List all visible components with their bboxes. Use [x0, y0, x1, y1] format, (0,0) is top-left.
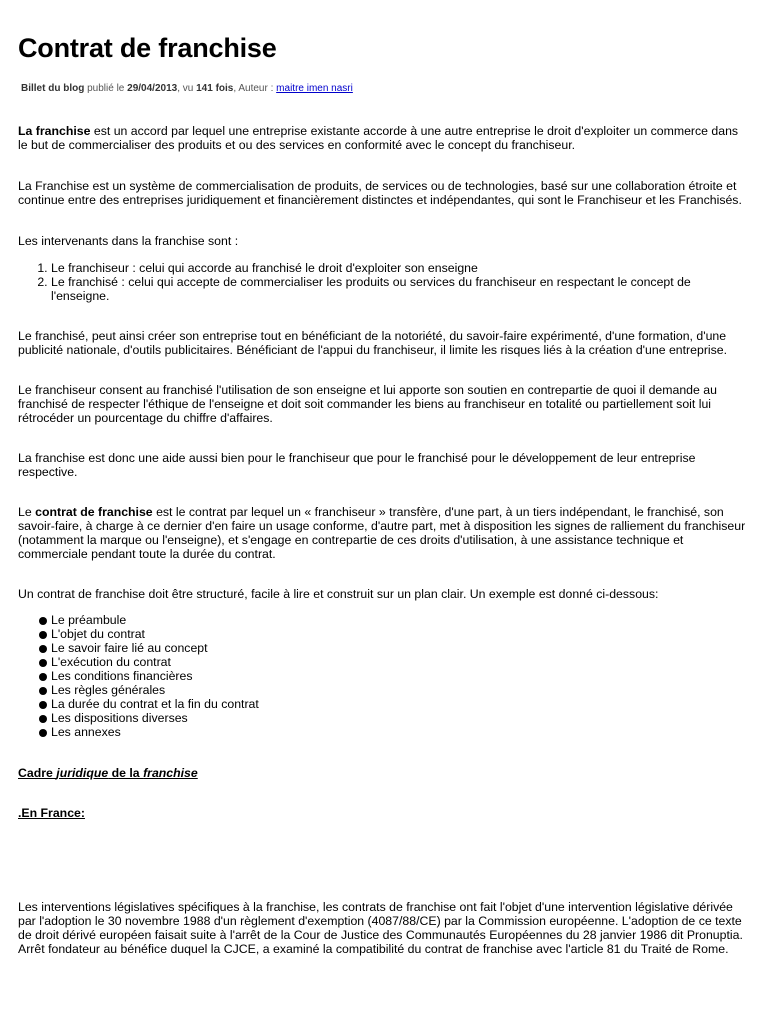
list-item-label: Le préambule [51, 613, 127, 627]
list-item-label: L'exécution du contrat [51, 655, 171, 669]
author-prefix: , Auteur : [233, 83, 277, 94]
bullet-icon [39, 645, 47, 653]
bullet-icon [39, 701, 47, 709]
paragraph-definition [18, 124, 750, 152]
list-item [39, 725, 750, 739]
section-heading-en-france: .En France: [18, 806, 85, 820]
definition-term: La franchise [18, 124, 91, 138]
paragraph-franchise-avantages: Le franchisé, peut ainsi créer son entreprise tout en bénéficiant de la notoriété, du savoir-faire expérimenté, d'une formation, d'une publicité nationale, d'outils publicitaires. Bénéficiant de l'appui du franchiseur, il limite les risques liés à la création d'une entreprise. [18, 329, 728, 357]
heading-part: Cadre [18, 766, 57, 780]
paragraph-franchiseur-consent: Le franchiseur consent au franchisé l'utilisation de son enseigne et lui apporte son soutien en contrepartie de quoi il demande au franchisé de respecter l'éthique de l'enseigne et doit soit commander les biens au franchiseur en totalité ou partiellement soit lui rétrocéder un pourcentage du chiffre d'affaires. [18, 383, 717, 425]
bullet-icon [39, 631, 47, 639]
heading-part: de la [108, 766, 144, 780]
list-item: 1. Le franchiseur : celui qui accorde au franchisé le droit d'exploiter son enseigne [51, 261, 750, 275]
list-item-label: Les conditions financières [51, 669, 193, 683]
paragraph-aide: La franchise est donc une aide aussi bien pour le franchiseur que pour le franchisé pour le développement de leur entreprise respective. [18, 451, 696, 479]
plan-list [18, 613, 750, 739]
list-item-label: Les règles générales [51, 683, 166, 697]
list-item-label: Les dispositions diverses [51, 711, 188, 725]
paragraph-interventions: Les interventions législatives spécifiques à la franchise, les contrats de franchise ont fait l'objet d'une intervention législative dérivée par l'adoption le 30 novembre 1988 d'un règlement d'exemption (4087/88/CE) par la Commission européenne. L'adoption de ce texte de droit dérivé européen faisait suite à l'arrêt de la Cour de Justice des Communautés Européennes du 28 janvier 1986 dit Pronuptia. Arrêt fondateur au bénéfice duquel la CJCE, a examiné la compatibilité du contrat de franchise avec l'article 81 du Traité de Rome. [18, 900, 743, 956]
page-title: Contrat de franchise [18, 33, 277, 63]
list-item [39, 683, 750, 697]
list-item: 2. Le franchisé : celui qui accepte de commercialiser les produits ou services du franchiseur en respectant le concept de l'enseigne. [51, 275, 750, 303]
bullet-icon [39, 729, 47, 737]
post-type: Billet du blog [21, 83, 85, 94]
heading-part: franchise [143, 766, 198, 780]
bullet-icon [39, 617, 47, 625]
list-item-label: Le savoir faire lié au concept [51, 641, 208, 655]
view-count: 141 fois [196, 83, 234, 94]
list-item [39, 641, 750, 655]
bullet-icon [39, 687, 47, 695]
list-item [39, 669, 750, 683]
views-prefix: , vu [177, 83, 197, 94]
list-item-label: L'objet du contrat [51, 627, 145, 641]
definition-text: est un accord par lequel une entreprise existante accorde à une autre entreprise le droit d'exploiter un commerce dans le but de commercialiser des produits et ou des services en conformité avec le concept du franchiseur. [18, 124, 739, 152]
post-date: 29/04/2013 [127, 83, 178, 94]
bullet-icon [39, 715, 47, 723]
bullet-icon [39, 673, 47, 681]
heading-part: juridique [56, 766, 109, 780]
list-item [39, 711, 750, 725]
contrat-text: est le contrat par lequel un « franchiseur » transfère, d'une part, à un tiers indépendant, le franchisé, son savoir-faire, à charge à ce dernier d'en faire un usage conforme, d'autre part, met à disposition les signes de ralliement du franchiseur (notamment la marque ou l'enseigne), et s'engage en contrepartie de ces droits d'utilisation, à une assistance technique et commerciale pendant toute la durée du contrat. [18, 505, 746, 561]
list-item [39, 627, 750, 641]
list-item [39, 613, 750, 627]
list-item-label: Les annexes [51, 725, 121, 739]
paragraph-contrat-definition [18, 505, 750, 561]
list-item-label: La durée du contrat et la fin du contrat [51, 697, 259, 711]
paragraph-plan-intro: Un contrat de franchise doit être structuré, facile à lire et construit sur un plan clair. Un exemple est donné ci-dessous: [18, 587, 659, 601]
list-item [39, 655, 750, 669]
author-link[interactable]: maitre imen nasri [276, 83, 353, 94]
post-meta [21, 82, 750, 96]
published-prefix: publié le [84, 83, 128, 94]
section-heading-cadre-juridique [18, 766, 750, 780]
blank-space [18, 846, 750, 900]
intervenants-list [18, 261, 750, 303]
bullet-icon [39, 659, 47, 667]
contrat-pre: Le [18, 505, 36, 519]
list-item [39, 697, 750, 711]
paragraph-intervenants: Les intervenants dans la franchise sont : [18, 234, 239, 248]
paragraph-systeme: La Franchise est un système de commercialisation de produits, de services ou de technologies, basé sur une collaboration étroite et continue entre des entreprises juridiquement et financièrement distinctes et indépendantes, qui sont le Franchiseur et les Franchisés. [18, 179, 742, 207]
contrat-term: contrat de franchise [35, 505, 153, 519]
